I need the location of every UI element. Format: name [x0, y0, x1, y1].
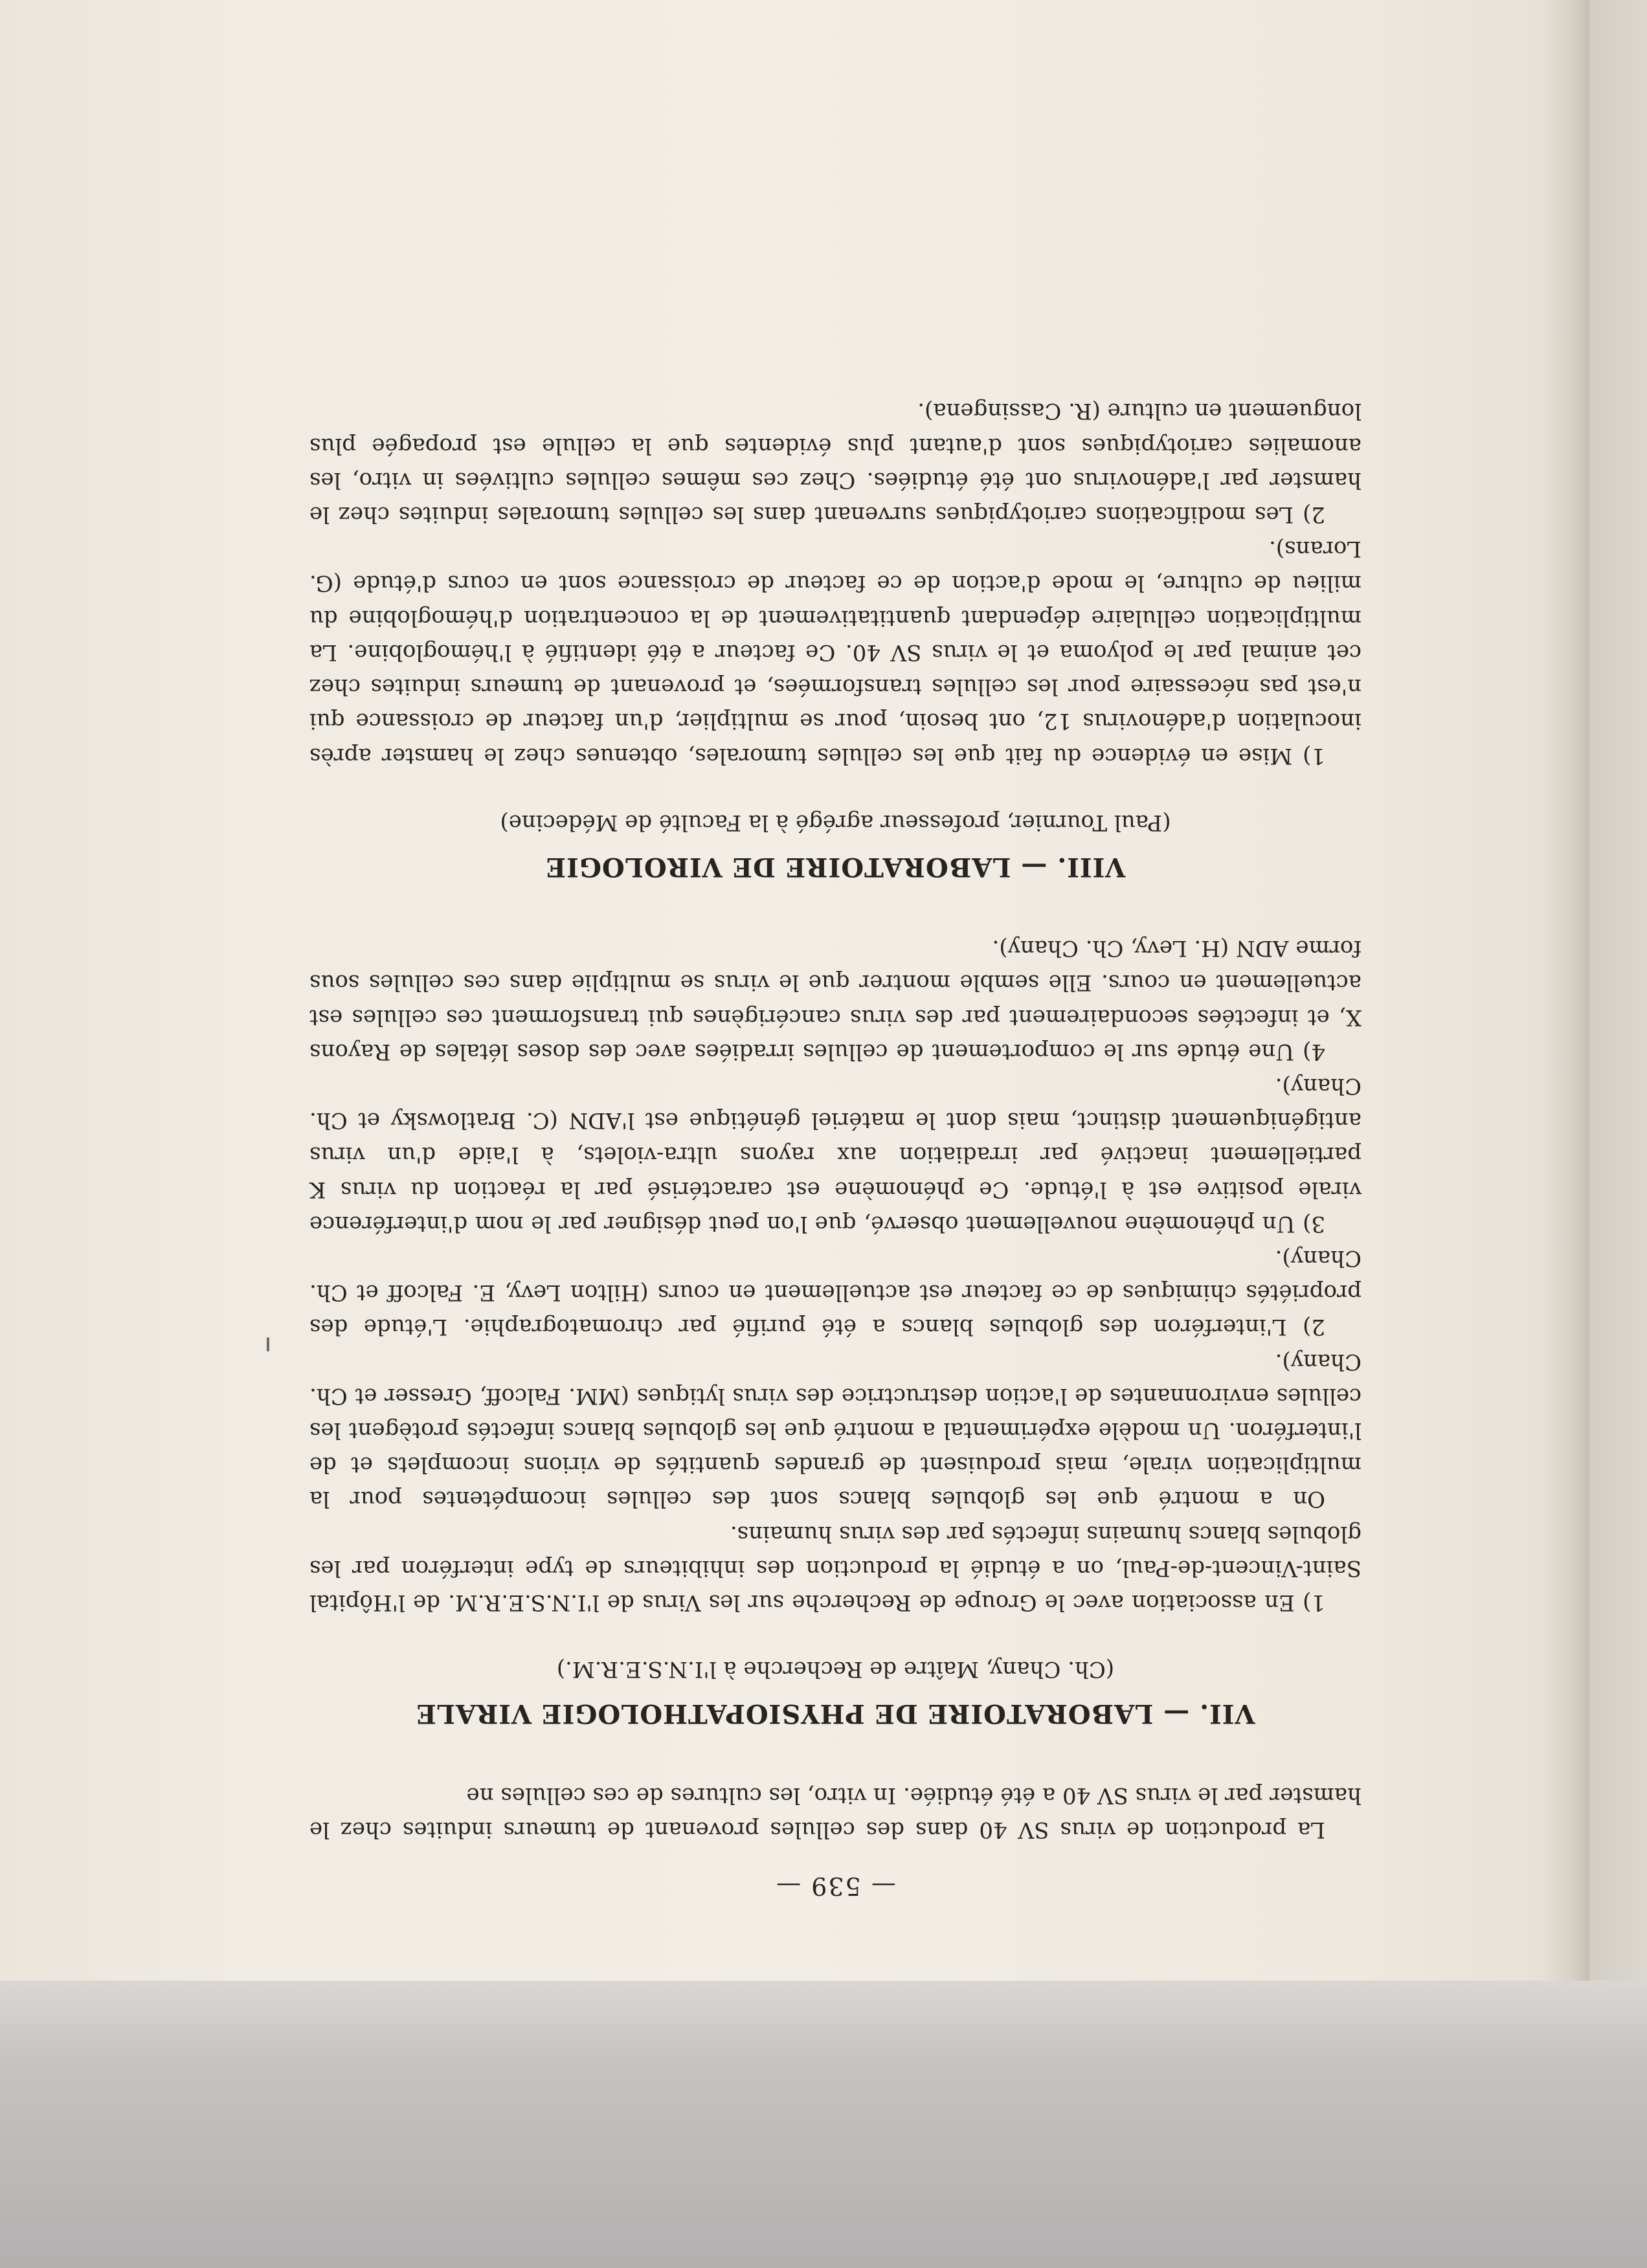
section-viii-subtitle: (Paul Tournier, professeur agrégé à la Faculté de Médecine): [500, 809, 1171, 836]
page-number: — 539 —: [775, 1872, 896, 1900]
section-viii-title: VIII. — LABORATOIRE DE VIROLOGIE: [545, 851, 1126, 882]
page-edge-shadow: [1541, 0, 1589, 1981]
section-vii-paragraph-2: 2) L'interféron des globules blancs a été purifié par chromatographie. L'étude des propriétés chimiques de ce facteur est actuellement en cours (Hilton Levy, E. Falcoff et Ch. Chany).: [309, 1245, 1361, 1340]
paragraph-sv40: La production de virus SV 40 dans des cellules provenant de tumeurs induites chez le hamster par le virus SV 40 a été étudiée. In vitro, les cultures de ces cellules ne: [309, 1782, 1361, 1843]
section-viii-paragraph-2: 2) Les modifications cariotypiques survenant dans les cellules tumorales induites chez le hamster par l'adénovirus ont été étudiées. Chez ces mêmes cellules cultivées in vitro, les anomalies cariotypiques sont d'autant plus évidentes que la cellule est propagée plus longuement en culture (R. Cassingena).: [309, 398, 1361, 528]
upside-down-text-block: [309, 246, 1361, 1903]
section-vii-title: VII. — LABORATOIRE DE PHYSIOPATHOLOGIE VIRALE: [416, 1698, 1255, 1729]
section-vii-paragraph-3: 3) Un phénomène nouvellement observé, que l'on peut désigner par le nom d'interférence virale positive est à l'étude. Ce phénomène est caractérisé par la réaction du virus K partiellement inactivé par irradiation aux rayons ultra-violets, à l'aide d'un virus antigéniquement distinct, mais dont le matériel génétique est l'ADN (C. Bratlowsky et Ch. Chany).: [309, 1073, 1361, 1237]
section-vii-subtitle: (Ch. Chany, Maître de Recherche à l'I.N.S.E.R.M.): [556, 1656, 1115, 1683]
section-vii-paragraph-4: 4) Une étude sur le comportement de cellules irradiées avec des doses létales de Rayons X, et infectées secondairement par des virus cancérigènes qui transforment ces cellules est actuellement en cours. Elle semble montrer que le virus se multiplie dans ces cellules sous forme ADN (H. Levy, Ch. Chany).: [309, 935, 1361, 1065]
underlying-page-edge: [1589, 0, 1647, 1981]
section-viii-paragraph-1: 1) Mise en évidence du fait que les cellules tumorales, obtenues chez le hamster après inoculation d'adénovirus 12, ont besoin, pour se multiplier, d'un facteur de croissance qui n'est pas nécessaire pour les cellules transformées, et provenant de tumeurs induites chez cet animal par le polyoma et le virus SV 40. Ce facteur a été identifié à l'hémoglobine. La multiplication cellulaire dépendant quantitativement de la concentration d'hémoglobine du milieu de culture, le mode d'action de ce facteur de croissance sont en cours d'étude (G. Lorans).: [309, 536, 1361, 769]
scanner-bed-area: [0, 1981, 1647, 2268]
section-vii-paragraph-1b: On a montré que les globules blancs sont des cellules incompétentes pour la multiplication virale, mais produisent de grandes quantités de virions incomplets et de l'interféron. Un modèle expérimental a montré que les globules blancs infectés protègent les cellules environnantes de l'action destructrice des virus lytiques (MM. Falcoff, Gresser et Ch. Chany).: [309, 1348, 1361, 1513]
ink-speck: [267, 1337, 269, 1351]
section-vii-paragraph-1: 1) En association avec le Groupe de Recherche sur les Virus de l'I.N.S.E.R.M. de l'Hôpital Saint-Vincent-de-Paul, on a étudié la production des inhibiteurs de type interféron par les globules blancs humains infectés par des virus humains.: [309, 1520, 1361, 1616]
